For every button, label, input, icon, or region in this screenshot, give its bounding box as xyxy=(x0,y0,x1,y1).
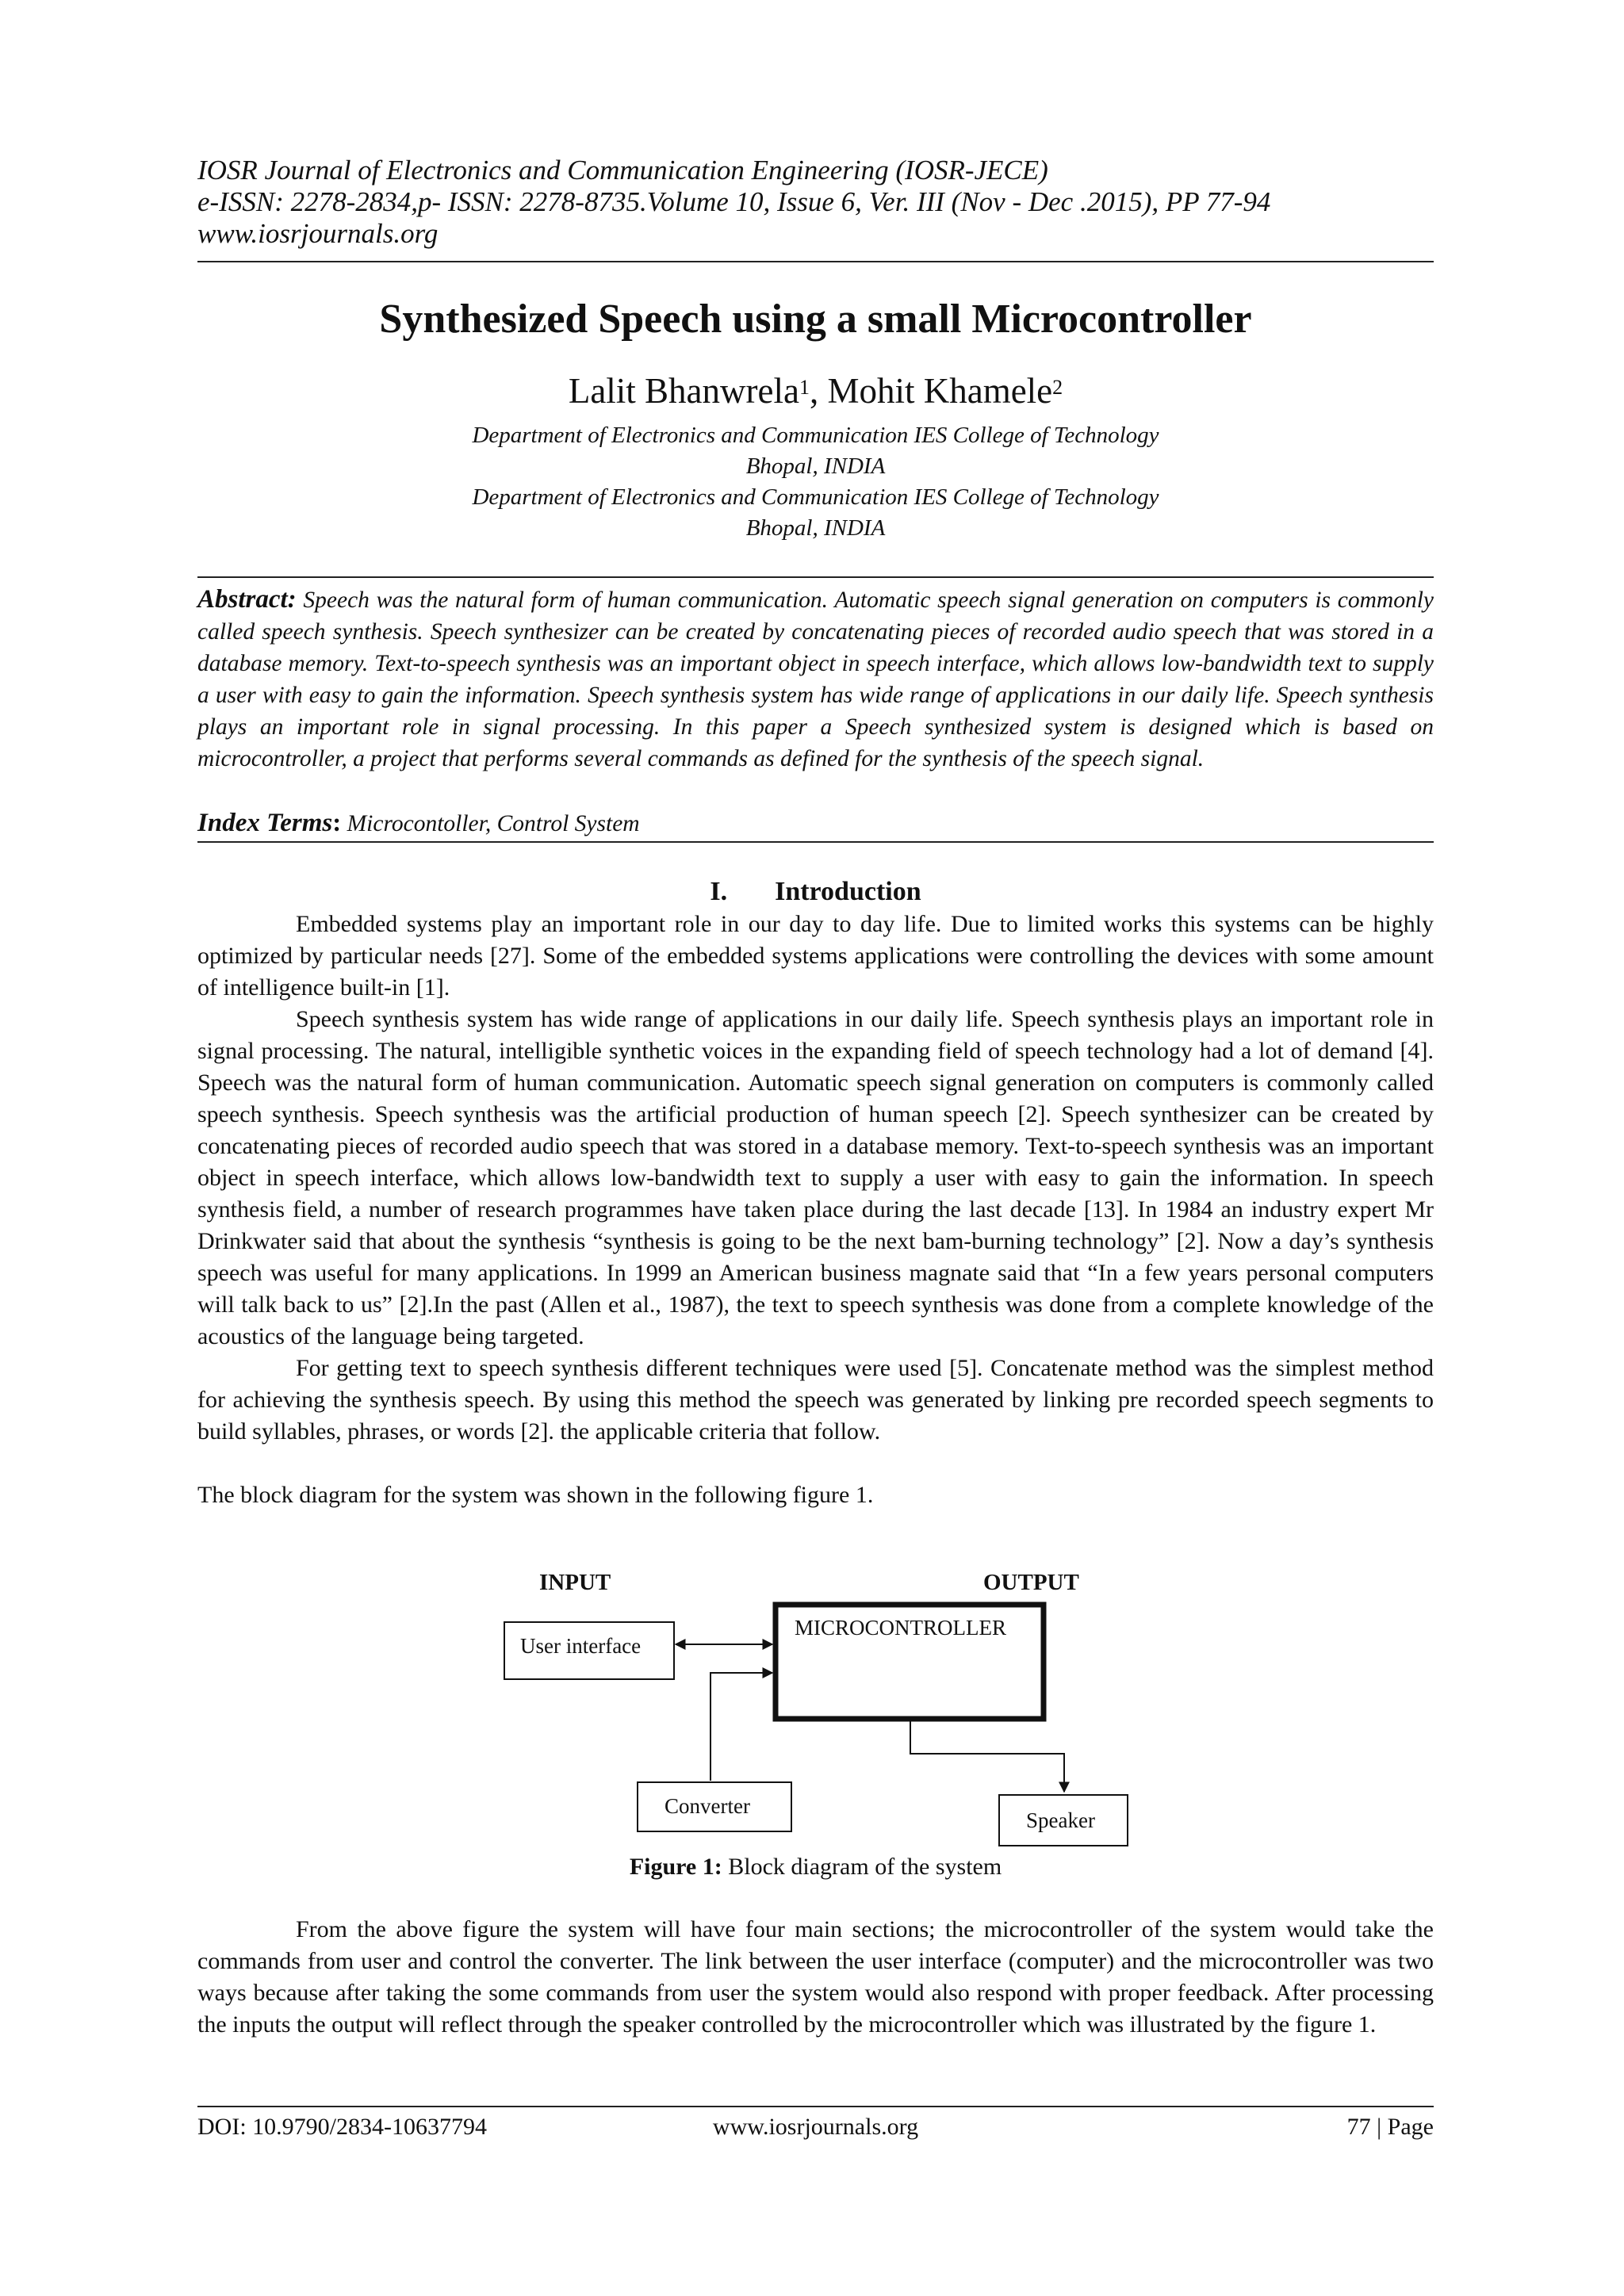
header-rule xyxy=(197,261,1434,262)
page-number-group xyxy=(1347,2110,1434,2144)
index-terms-label: Index Terms xyxy=(197,809,333,837)
affiliation-line: Bhopal, INDIA xyxy=(745,515,886,541)
page-number: 77 xyxy=(1346,2114,1371,2140)
user-interface-label: User interface xyxy=(520,1634,642,1658)
journal-website: www.iosrjournals.org xyxy=(197,218,439,249)
abstract-top-rule xyxy=(197,576,1434,578)
body-paragraph: The block diagram for the system was shown in the following figure 1. xyxy=(197,1482,874,1508)
abstract xyxy=(197,584,1434,775)
page-word: | Page xyxy=(1370,2114,1434,2140)
index-terms-text: Microcontoller, Control System xyxy=(347,811,640,836)
block-diagram-svg xyxy=(476,1562,1189,1855)
author-separator: , xyxy=(809,371,828,411)
author-name: Lalit Bhanwrela xyxy=(568,371,799,411)
journal-name: IOSR Journal of Electronics and Communication Engineering (IOSR-JECE) xyxy=(197,155,1048,186)
author-superscript: 1 xyxy=(799,376,810,399)
index-terms-colon: : xyxy=(332,809,342,837)
doi: DOI: 10.9790/2834-10637794 xyxy=(197,2114,487,2140)
abstract-bottom-rule xyxy=(197,841,1434,843)
index-terms xyxy=(197,807,1434,840)
figure-caption xyxy=(197,1851,1434,1883)
intro-body xyxy=(197,909,1434,1511)
post-figure-body xyxy=(197,1914,1434,2041)
body-paragraph: Speech synthesis system has wide range of applications in our daily life. Speech synthesis plays an important role in signal processing. The natural, intelligible synthetic voices in the expanding field of speech technology had a lot of demand [4]. Speech was the natural form of human communication. Automatic speech signal generation on computers is commonly called speech synthesis. Speech synthesis was the artificial production of human speech [2]. Speech synthesizer can be created by concatenating pieces of recorded audio speech that was stored in a database memory. Text-to-speech synthesis was an important object in speech interface, which allows low-bandwidth text to supply a user with easy to gain the information. In speech synthesis field, a number of research programmes have taken place during the last decade [13]. In 1984 an industry expert Mr Drinkwater said that about the synthesis “synthesis is going to be the next bam-burning technology” [2]. Now a day’s synthesis speech was useful for many applications. In 1999 an American business magnate said that “In a few years personal computers will talk back to us” [2].In the past (Allen et al., 1987), the text to speech synthesis was done from a complete knowledge of the acoustics of the language being targeted. xyxy=(197,1006,1434,1349)
section-title: Introduction xyxy=(775,877,921,906)
author-superscript: 2 xyxy=(1052,376,1063,399)
block-diagram xyxy=(476,1562,1189,1855)
affiliation-line: Bhopal, INDIA xyxy=(745,453,886,479)
author-name: Mohit Khamele xyxy=(827,371,1053,411)
converter-arrow xyxy=(710,1673,772,1781)
figure-caption-text: Block diagram of the system xyxy=(722,1854,1002,1880)
footer-website: www.iosrjournals.org xyxy=(712,2114,919,2140)
output-label: OUTPUT xyxy=(983,1570,1079,1595)
affiliations xyxy=(197,420,1434,544)
speaker-arrow xyxy=(910,1721,1064,1792)
issn-line: e-ISSN: 2278-2834,p- ISSN: 2278-8735.Volume 10, Issue 6, Ver. III (Nov - Dec .2015), PP 77-94 xyxy=(197,186,1271,217)
converter-label: Converter xyxy=(665,1794,750,1818)
paper-title: Synthesized Speech using a small Microcontroller xyxy=(379,297,1252,342)
abstract-label: Abstract: xyxy=(197,585,297,614)
footer-rule xyxy=(197,2106,1434,2107)
affiliation-line: Department of Electronics and Communication IES College of Technology xyxy=(472,484,1159,510)
journal-header xyxy=(197,155,1434,250)
input-label: INPUT xyxy=(539,1570,611,1595)
author-line xyxy=(197,369,1434,413)
body-paragraph: For getting text to speech synthesis different techniques were used [5]. Concatenate method was the simplest method for achieving the synthesis speech. By using this method the speech was generated by linking pre recorded speech segments to build syllables, phrases, or words [2]. the applicable criteria that follow. xyxy=(197,1355,1434,1445)
speaker-label: Speaker xyxy=(1026,1808,1095,1832)
microcontroller-label: MICROCONTROLLER xyxy=(795,1616,1007,1640)
body-paragraph: From the above figure the system will have four main sections; the microcontroller of the system would take the commands from user and control the converter. The link between the user interface (computer) and the microcontroller was two ways because after taking the some commands from user the system would also respond with proper feedback. After processing the inputs the output will reflect through the speaker controlled by the microcontroller which was illustrated by the figure 1. xyxy=(197,1916,1434,2038)
affiliation-line: Department of Electronics and Communication IES College of Technology xyxy=(472,423,1159,448)
body-paragraph: Embedded systems play an important role in our day to day life. Due to limited works this systems can be highly optimized by particular needs [27]. Some of the embedded systems applications were controlling the devices with some amount of intelligence built-in [1]. xyxy=(197,911,1434,1001)
figure-caption-label: Figure 1: xyxy=(629,1854,722,1880)
abstract-text: Speech was the natural form of human communication. Automatic speech signal generation on computers is commonly called speech synthesis. Speech synthesizer can be created by concatenating pieces of recorded audio speech that was stored in a database memory. Text-to-speech synthesis was an important object in speech interface, which allows low-bandwidth text to supply a user with easy to gain the information. Speech synthesis system has wide range of applications in our daily life. Speech synthesis plays an important role in signal processing. In this paper a Speech synthesized system is designed which is based on microcontroller, a project that performs several commands as defined for the synthesis of the speech signal. xyxy=(197,587,1434,771)
section-number: I. xyxy=(710,877,728,906)
section-heading xyxy=(197,875,1434,909)
page-footer xyxy=(197,2110,1434,2144)
